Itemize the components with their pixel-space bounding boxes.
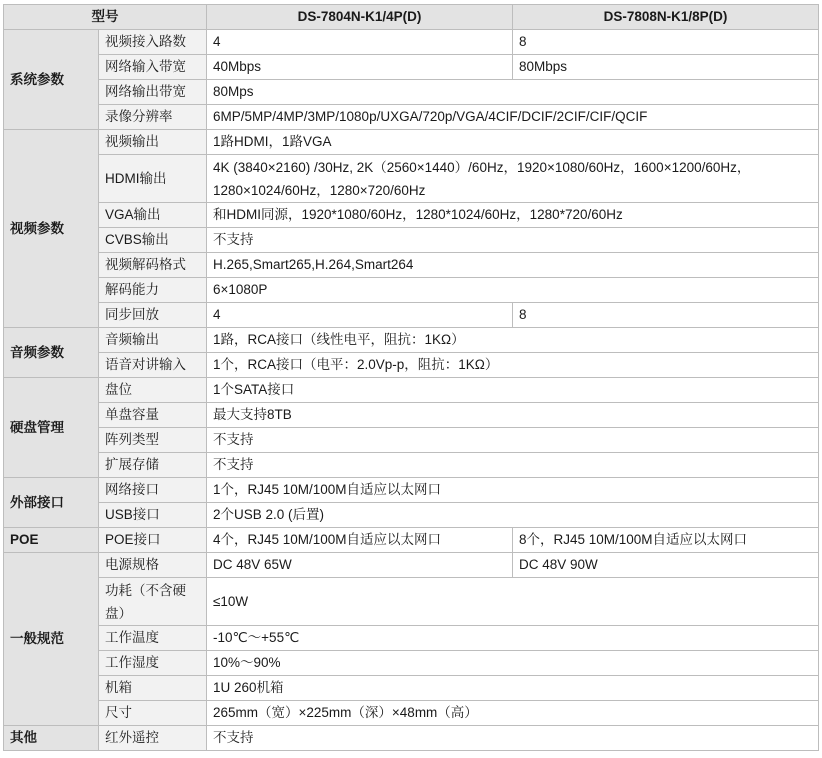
category-label: 硬盘管理 (4, 378, 99, 478)
param-value-model-a: 40Mbps (207, 55, 513, 80)
param-label: 视频接入路数 (99, 30, 207, 55)
param-value: 1U 260机箱 (207, 676, 819, 701)
param-value: 1路HDMI，1路VGA (207, 130, 819, 155)
param-label: VGA输出 (99, 203, 207, 228)
param-label: 工作温度 (99, 626, 207, 651)
table-row (4, 303, 819, 328)
param-label: 功耗（不含硬盘） (99, 578, 207, 626)
param-label: USB接口 (99, 503, 207, 528)
param-value: 2个USB 2.0 (后置) (207, 503, 819, 528)
spec-table-body (4, 30, 819, 751)
table-row (4, 701, 819, 726)
param-value: 不支持 (207, 453, 819, 478)
param-label: 工作湿度 (99, 651, 207, 676)
param-value: ≤10W (207, 578, 819, 626)
table-row (4, 651, 819, 676)
param-label: 网络接口 (99, 478, 207, 503)
param-value: 1个SATA接口 (207, 378, 819, 403)
table-row (4, 626, 819, 651)
param-label: HDMI输出 (99, 155, 207, 203)
table-row (4, 203, 819, 228)
param-label: CVBS输出 (99, 228, 207, 253)
category-label: 一般规范 (4, 553, 99, 726)
param-value-model-b: 8 (513, 303, 819, 328)
param-value-model-a: 4 (207, 30, 513, 55)
category-label: 音频参数 (4, 328, 99, 378)
category-label: 其他 (4, 726, 99, 751)
table-row (4, 403, 819, 428)
table-row (4, 478, 819, 503)
param-value-model-b: 8 (513, 30, 819, 55)
param-label: 盘位 (99, 378, 207, 403)
param-value: 6MP/5MP/4MP/3MP/1080p/UXGA/720p/VGA/4CIF/DCIF/2CIF/CIF/QCIF (207, 105, 819, 130)
param-label: 解码能力 (99, 278, 207, 303)
table-row (4, 378, 819, 403)
param-label: 电源规格 (99, 553, 207, 578)
param-value-model-b: 8个，RJ45 10M/100M自适应以太网口 (513, 528, 819, 553)
table-row (4, 228, 819, 253)
param-value: 10%～90% (207, 651, 819, 676)
table-row (4, 578, 819, 626)
param-value: H.265,Smart265,H.264,Smart264 (207, 253, 819, 278)
param-value: 265mm（宽）×225mm（深）×48mm（高） (207, 701, 819, 726)
param-value: 不支持 (207, 726, 819, 751)
param-value: 4K (3840×2160) /30Hz, 2K（2560×1440）/60Hz，1920×1080/60Hz，1600×1200/60Hz，1280×1024/60Hz，1280×720/60Hz (207, 155, 819, 203)
param-value: 不支持 (207, 228, 819, 253)
table-row (4, 105, 819, 130)
param-label: 单盘容量 (99, 403, 207, 428)
param-value: 和HDMI同源，1920*1080/60Hz，1280*1024/60Hz，1280*720/60Hz (207, 203, 819, 228)
category-label: 视频参数 (4, 130, 99, 328)
param-label: 录像分辨率 (99, 105, 207, 130)
spec-table (3, 4, 819, 751)
table-row (4, 328, 819, 353)
param-value-model-a: DC 48V 65W (207, 553, 513, 578)
param-value: 80Mps (207, 80, 819, 105)
table-row (4, 676, 819, 701)
param-label: 音频输出 (99, 328, 207, 353)
param-value-model-b: DC 48V 90W (513, 553, 819, 578)
table-row (4, 503, 819, 528)
param-label: 网络输出带宽 (99, 80, 207, 105)
table-row (4, 278, 819, 303)
category-label: 系统参数 (4, 30, 99, 130)
table-row (4, 253, 819, 278)
model-a-header: DS-7804N-K1/4P(D) (207, 5, 513, 30)
table-row (4, 428, 819, 453)
param-value-model-a: 4个，RJ45 10M/100M自适应以太网口 (207, 528, 513, 553)
param-value-model-b: 80Mbps (513, 55, 819, 80)
table-row (4, 353, 819, 378)
param-label: 视频输出 (99, 130, 207, 155)
param-value: 1路，RCA接口（线性电平，阻抗：1KΩ） (207, 328, 819, 353)
table-row (4, 30, 819, 55)
model-column-header: 型号 (4, 5, 207, 30)
param-value: 不支持 (207, 428, 819, 453)
table-row (4, 55, 819, 80)
table-row (4, 130, 819, 155)
table-row (4, 528, 819, 553)
param-label: POE接口 (99, 528, 207, 553)
category-label: 外部接口 (4, 478, 99, 528)
spec-table-header (4, 5, 819, 30)
param-value-model-a: 4 (207, 303, 513, 328)
param-label: 尺寸 (99, 701, 207, 726)
param-label: 扩展存储 (99, 453, 207, 478)
param-value: 1个，RCA接口（电平：2.0Vp-p，阻抗：1KΩ） (207, 353, 819, 378)
table-row (4, 553, 819, 578)
param-label: 视频解码格式 (99, 253, 207, 278)
model-b-header: DS-7808N-K1/8P(D) (513, 5, 819, 30)
table-row (4, 726, 819, 751)
param-label: 阵列类型 (99, 428, 207, 453)
category-label: POE (4, 528, 99, 553)
param-value: -10℃～+55℃ (207, 626, 819, 651)
table-row (4, 155, 819, 203)
table-row (4, 80, 819, 105)
table-row (4, 453, 819, 478)
param-value: 1个，RJ45 10M/100M自适应以太网口 (207, 478, 819, 503)
param-label: 语音对讲输入 (99, 353, 207, 378)
param-value: 6×1080P (207, 278, 819, 303)
param-label: 同步回放 (99, 303, 207, 328)
param-label: 机箱 (99, 676, 207, 701)
param-value: 最大支持8TB (207, 403, 819, 428)
param-label: 红外遥控 (99, 726, 207, 751)
param-label: 网络输入带宽 (99, 55, 207, 80)
